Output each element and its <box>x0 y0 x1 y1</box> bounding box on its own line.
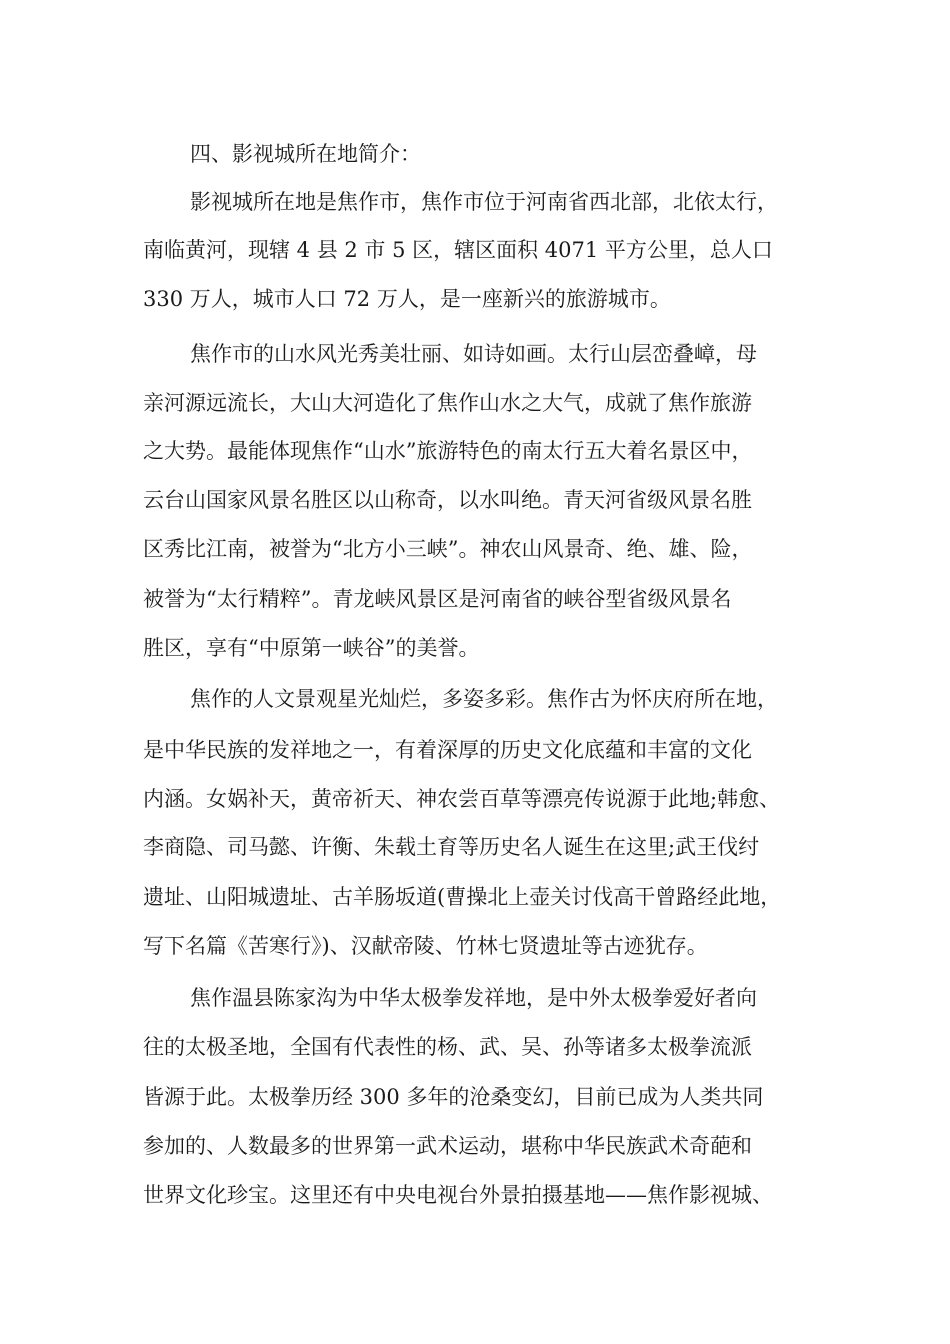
text-line: 影视城所在地是焦作市，焦作市位于河南省西北部，北依太行， <box>190 190 778 214</box>
text-line: 是中华民族的发祥地之一，有着深厚的历史文化底蕴和丰富的文化 <box>143 738 752 762</box>
text-line: 写下名篇《苦寒行》)、汉献帝陵、竹林七贤遗址等古迹犹存。 <box>143 934 708 958</box>
text-line: 焦作的人文景观星光灿烂，多姿多彩。焦作古为怀庆府所在地， <box>190 687 778 711</box>
text-line: 往的太极圣地，全国有代表性的杨、武、吴、孙等诸多太极拳流派 <box>143 1035 752 1059</box>
text-line: 330 万人，城市人口 72 万人，是一座新兴的旅游城市。 <box>143 287 671 311</box>
text-line: 参加的、人数最多的世界第一武术运动，堪称中华民族武术奇葩和 <box>143 1134 752 1158</box>
text-line: 区秀比江南，被誉为“北方小三峡”。神农山风景奇、绝、雄、险， <box>143 537 753 561</box>
text-line: 遗址、山阳城遗址、古羊肠坂道(曹操北上壶关讨伐高干曾路经此地， <box>143 885 782 909</box>
text-line: 胜区，享有“中原第一峡谷”的美誉。 <box>143 636 480 660</box>
text-line: 亲河源远流长，大山大河造化了焦作山水之大气，成就了焦作旅游 <box>143 391 752 415</box>
text-line: 世界文化珍宝。这里还有中央电视台外景拍摄基地——焦作影视城、 <box>143 1183 773 1207</box>
text-line: 李商隐、司马懿、许衡、朱载土育等历史名人诞生在这里;武王伐纣 <box>143 835 760 859</box>
text-line: 之大势。最能体现焦作“山水”旅游特色的南太行五大着名景区中， <box>143 439 753 463</box>
text-line: 南临黄河，现辖 4 县 2 市 5 区，辖区面积 4071 平方公里，总人口 <box>143 238 773 262</box>
section-heading: 四、影视城所在地简介： <box>190 142 421 166</box>
text-line: 皆源于此。太极拳历经 300 多年的沧桑变幻，目前已成为人类共同 <box>143 1085 764 1109</box>
text-line: 被誉为“太行精粹”。青龙峡风景区是河南省的峡谷型省级风景名 <box>143 587 732 611</box>
text-line: 焦作市的山水风光秀美壮丽、如诗如画。太行山层峦叠嶂，母 <box>190 342 757 366</box>
text-line: 焦作温县陈家沟为中华太极拳发祥地，是中外太极拳爱好者向 <box>190 986 757 1010</box>
text-line: 内涵。女娲补天，黄帝祈天、神农尝百草等漂亮传说源于此地;韩愈、 <box>143 787 781 811</box>
text-line: 云台山国家风景名胜区以山称奇，以水叫绝。青天河省级风景名胜 <box>143 488 752 512</box>
